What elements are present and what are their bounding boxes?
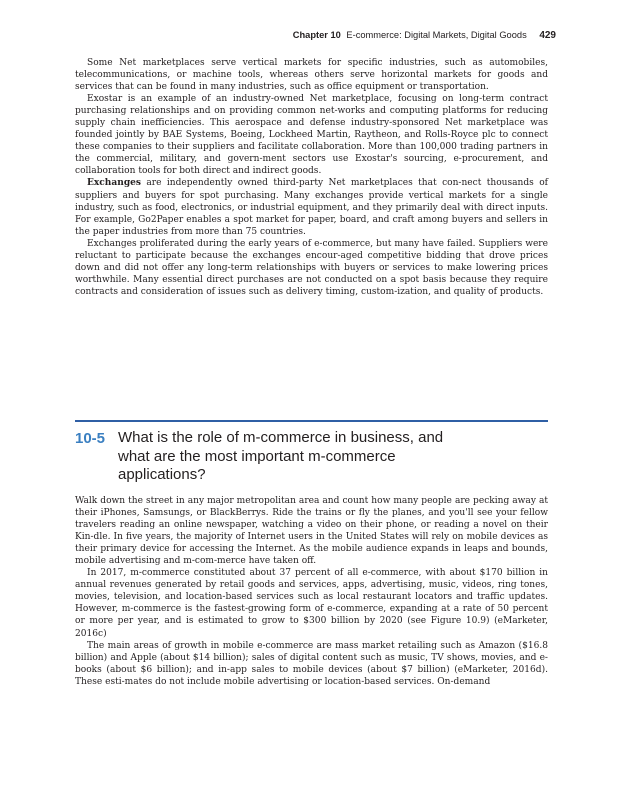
running-head [293, 30, 556, 41]
paragraph-mobile-users: Walk down the street in any major metropolitan area and count how many people are pecking away at their iPhones, Samsungs, or BlackBerrys. Ride the trains or fly the planes, and you'll see your fellow travelers reading an online newspaper, watching a video on their phone, or reading a novel on their Kin-dle. In five years, the majority of Internet users in the United States will rely on mobile devices as their primary device for accessing the Internet. As the mobile audience expands in leaps and bounds, mobile advertising and m-com-merce have taken off. [75, 496, 548, 567]
paragraph-vertical-markets: Some Net marketplaces serve vertical markets for specific industries, such as automobiles, telecommunications, or machine tools, whereas others serve horizontal markets for goods and services that can be found in many industries, such as office equipment or transportation. [75, 58, 548, 93]
exchanges-definition: are independently owned third-party Net marketplaces that con-nect thousands of suppliers and buyers for spot purchasing. Many exchanges provide vertical markets for a single industry, such as food, electronics, or industrial equipment, and they primarily deal with direct inputs. For example, Go2Paper enables a spot market for paper, board, and craft among buyers and sellers in the paper industries from more than 75 countries. [75, 178, 548, 237]
chapter-label: Chapter 10 [292, 30, 341, 40]
paragraph-growth-areas: The main areas of growth in mobile e-commerce are mass market retailing such as Amazon ($16.8 billion) and Apple (about $14 billion); sales of digital content such as music, TV shows, movies, and e-books (about $6 billion); and in-app sales to mobile devices (about $7 billion) (eMarketer, 2016d). These esti-mates do not include mobile advertising or location-based services. On-demand [75, 640, 548, 687]
body-text-top [75, 57, 548, 298]
section-divider [75, 420, 548, 422]
body-text-bottom [75, 495, 548, 688]
page-number: 429 [539, 30, 556, 41]
chapter-title: E-commerce: Digital Markets, Digital Goods [346, 30, 527, 40]
paragraph-mcommerce-2017: In 2017, m-commerce constituted about 37 percent of all e-commerce, with about $170 billion in annual revenues generated by retail goods and services, apps, advertising, music, videos, ring tones, movies, television, and location-based services such as local restaurant locators and traffic updates. However, m-commerce is the fastest-growing form of e-commerce, expanding at a rate of 50 percent or more per year, and is estimated to grow to $300 billion by 2020 (see Figure 10.9) (eMarketer, 2016c) [75, 568, 548, 639]
section-number: 10-5 [75, 430, 106, 447]
paragraph-exchanges-failed: Exchanges proliferated during the early years of e-commerce, but many have failed. Suppliers were reluctant to participate because the exchanges encour-aged competitive bidding that drove prices down and did not offer any long-term relationships with buyers or services to make lowering prices worthwhile. Many essential direct purchases are not conducted on a spot basis because they require contracts and consideration of issues such as delivery timing, custom-ization, and quality of products. [75, 238, 548, 297]
paragraph-exostar: Exostar is an example of an industry-owned Net marketplace, focusing on long-term contract purchasing relationships and on providing common net-works and computing platforms for reducing supply chain inefficiencies. This aerospace and defense industry-sponsored Net marketplace was founded jointly by BAE Systems, Boeing, Lockheed Martin, Raytheon, and Rolls-Royce plc to connect these companies to their suppliers and facilitate collaboration. More than 100,000 trading partners in the commercial, military, and govern-ment sectors use Exostar's sourcing, e-procurement, and collaboration tools for both direct and indirect goods. [75, 94, 548, 177]
section-heading: What is the role of m-commerce in business, and what are the most important m-commerce applications? [118, 429, 444, 483]
key-term-exchanges: Exchanges [87, 178, 141, 189]
paragraph-exchanges [75, 177, 548, 237]
